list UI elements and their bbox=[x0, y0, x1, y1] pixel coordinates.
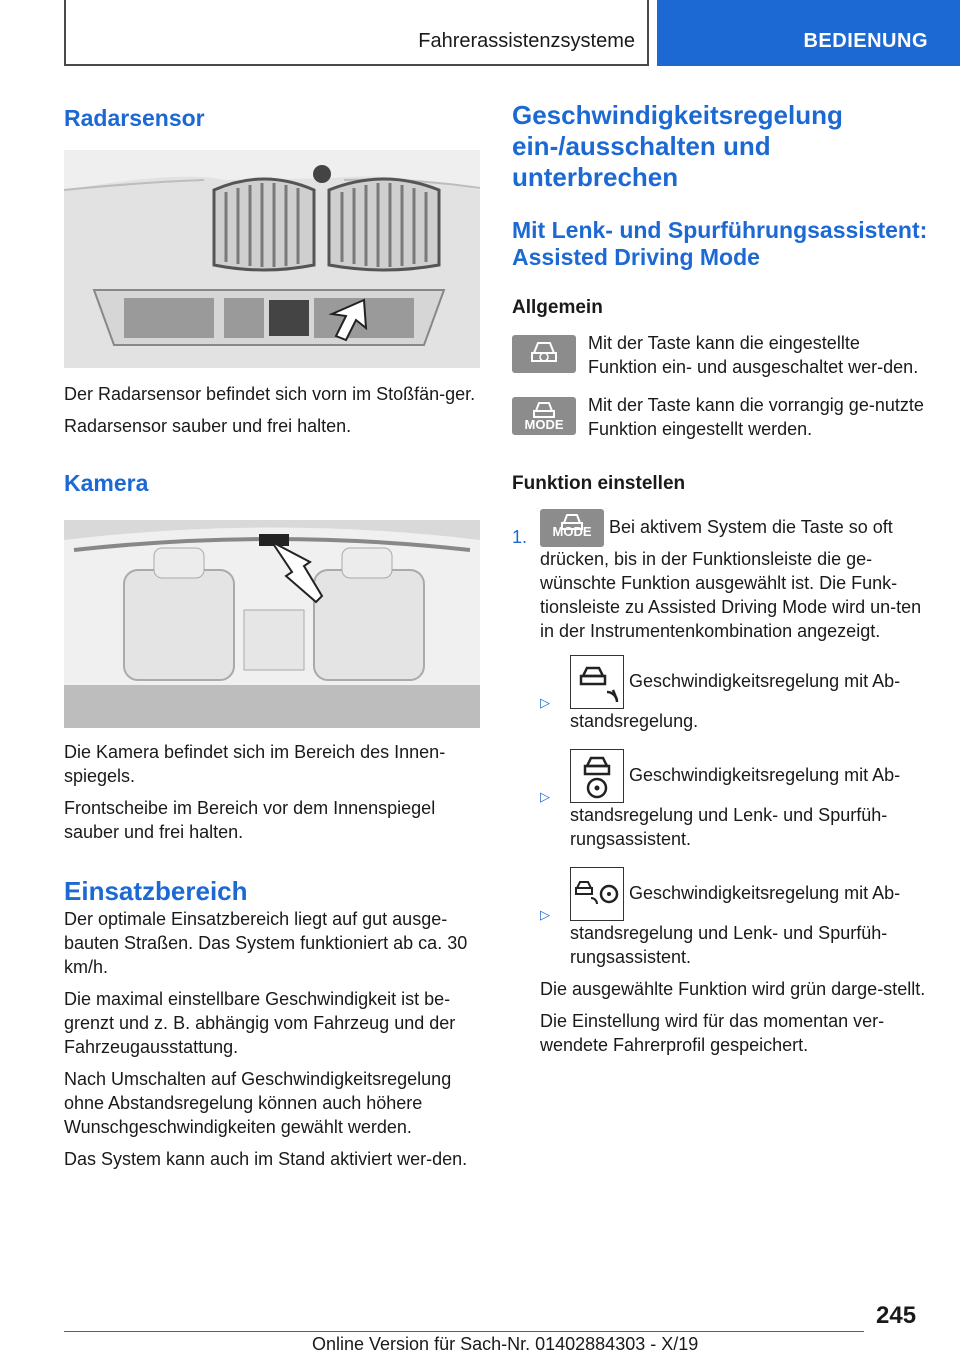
header-chapter-title: BEDIENUNG bbox=[803, 30, 928, 52]
assist-steering-icon bbox=[512, 335, 576, 373]
header-section-box bbox=[64, 0, 649, 66]
mode-key-button bbox=[512, 397, 576, 435]
header-section-title: Fahrerassistenzsysteme bbox=[418, 30, 635, 52]
footer-rule bbox=[64, 1331, 864, 1332]
result-text-1: Die ausgewählte Funktion wird grün darge-stellt. bbox=[540, 979, 926, 999]
page-header bbox=[64, 0, 960, 66]
key1-row bbox=[512, 331, 928, 379]
bullet-acc-lane-2 bbox=[512, 867, 928, 969]
left-column bbox=[64, 100, 480, 1171]
camera-text-2: Frontscheibe im Bereich vor dem Innenspiegel sauber und frei halten. bbox=[64, 798, 436, 842]
camera-image bbox=[64, 520, 480, 728]
bullet-acc-lane bbox=[512, 749, 928, 851]
einsatz-text-4: Das System kann auch im Stand aktiviert wer-den. bbox=[64, 1149, 468, 1169]
mode-key-inline-label: MODE bbox=[552, 524, 592, 539]
bullet-acc-lane-body bbox=[570, 749, 928, 851]
bullet-acc-lane-2-body bbox=[570, 867, 928, 969]
bullet-marker-2: ▷ bbox=[540, 789, 550, 804]
bullet-acc-body bbox=[570, 655, 928, 733]
key2-text: Mit der Taste kann die vorrangig ge-nutzte Funktion eingestellt werden. bbox=[588, 395, 924, 439]
bullet-acc-text: Geschwindigkeitsregelung mit Ab-standsregelung. bbox=[570, 670, 901, 731]
heading-allgemein: Allgemein bbox=[512, 297, 603, 318]
header-chapter-tab bbox=[657, 0, 960, 66]
step-1-body bbox=[540, 509, 928, 643]
step-number: 1. bbox=[512, 527, 528, 547]
page-number: 245 bbox=[876, 1302, 917, 1329]
bullet-acc-lane-2-text: Geschwindigkeitsregelung mit Ab-standsregelung und Lenk- und Spurfüh-rungsassistent. bbox=[570, 882, 901, 967]
radar-text-1: Der Radarsensor befindet sich vorn im Stoßfän-ger. bbox=[64, 384, 476, 404]
einsatz-text-3: Nach Umschalten auf Geschwindigkeitsregelung ohne Abstandsregelung können auch höhere Wunschgeschwindigkeiten gewählt werden. bbox=[64, 1069, 452, 1137]
car-interior-illustration bbox=[64, 520, 480, 728]
heading-radarsensor: Radarsensor bbox=[64, 105, 205, 131]
assist-key-button bbox=[512, 335, 576, 373]
einsatz-text-2: Die maximal einstellbare Geschwindigkeit ist be-grenzt und z. B. abhängig vom Fahrzeug und der Fahrzeugausstattung. bbox=[64, 989, 456, 1057]
car-front-illustration bbox=[64, 150, 480, 368]
acc-distance-icon bbox=[570, 655, 624, 709]
einsatz-text-1: Der optimale Einsatzbereich liegt auf gut ausge-bauten Straßen. Das System funktioniert ab ca. 30 km/h. bbox=[64, 909, 468, 977]
heading-geschwindigkeitsregelung: Geschwindigkeitsregelung ein-/ausschalten und unterbrechen bbox=[512, 100, 843, 192]
heading-kamera: Kamera bbox=[64, 470, 149, 496]
bullet-acc bbox=[512, 655, 928, 733]
right-column bbox=[512, 100, 928, 1057]
key2-row bbox=[512, 393, 928, 441]
acc-steering-icon bbox=[570, 749, 624, 803]
radar-text-2: Radarsensor sauber und frei halten. bbox=[64, 416, 352, 436]
result-text-2: Die Einstellung wird für das momentan ver-wendete Fahrerprofil gespeichert. bbox=[540, 1011, 885, 1055]
mode-car-icon bbox=[512, 397, 576, 419]
camera-text-1: Die Kamera befindet sich im Bereich des Innen-spiegels. bbox=[64, 742, 446, 786]
mode-key-inline bbox=[540, 509, 604, 547]
step-1-text: Bei aktivem System die Taste so oft drücken, bis in der Funktionsleiste die ge-wünschte Funktion ausgewählt ist. Die Funk-tionsleiste zu Assisted Driving Mode wird un-ten in der Instrumentenkombination angezeigt. bbox=[540, 516, 922, 641]
distance-steering-icon bbox=[570, 867, 624, 921]
bullet-marker-1: ▷ bbox=[540, 695, 550, 710]
heading-funktion-einstellen: Funktion einstellen bbox=[512, 473, 686, 494]
heading-einsatzbereich: Einsatzbereich bbox=[64, 876, 248, 906]
bullet-acc-lane-text: Geschwindigkeitsregelung mit Ab-standsregelung und Lenk- und Spurfüh-rungsassistent. bbox=[570, 764, 901, 849]
radar-sensor-image bbox=[64, 150, 480, 368]
subheading-assisted-driving: Mit Lenk- und Spurführungsassistent: Assisted Driving Mode bbox=[512, 217, 928, 270]
mode-key-label: MODE bbox=[524, 417, 564, 432]
bullet-marker-3: ▷ bbox=[540, 907, 550, 922]
key1-text: Mit der Taste kann die eingestellte Funktion ein- und ausgeschaltet wer-den. bbox=[588, 333, 919, 377]
footer-text: Online Version für Sach-Nr. 01402884303 - X/19 bbox=[312, 1334, 699, 1354]
step-1 bbox=[512, 509, 928, 643]
